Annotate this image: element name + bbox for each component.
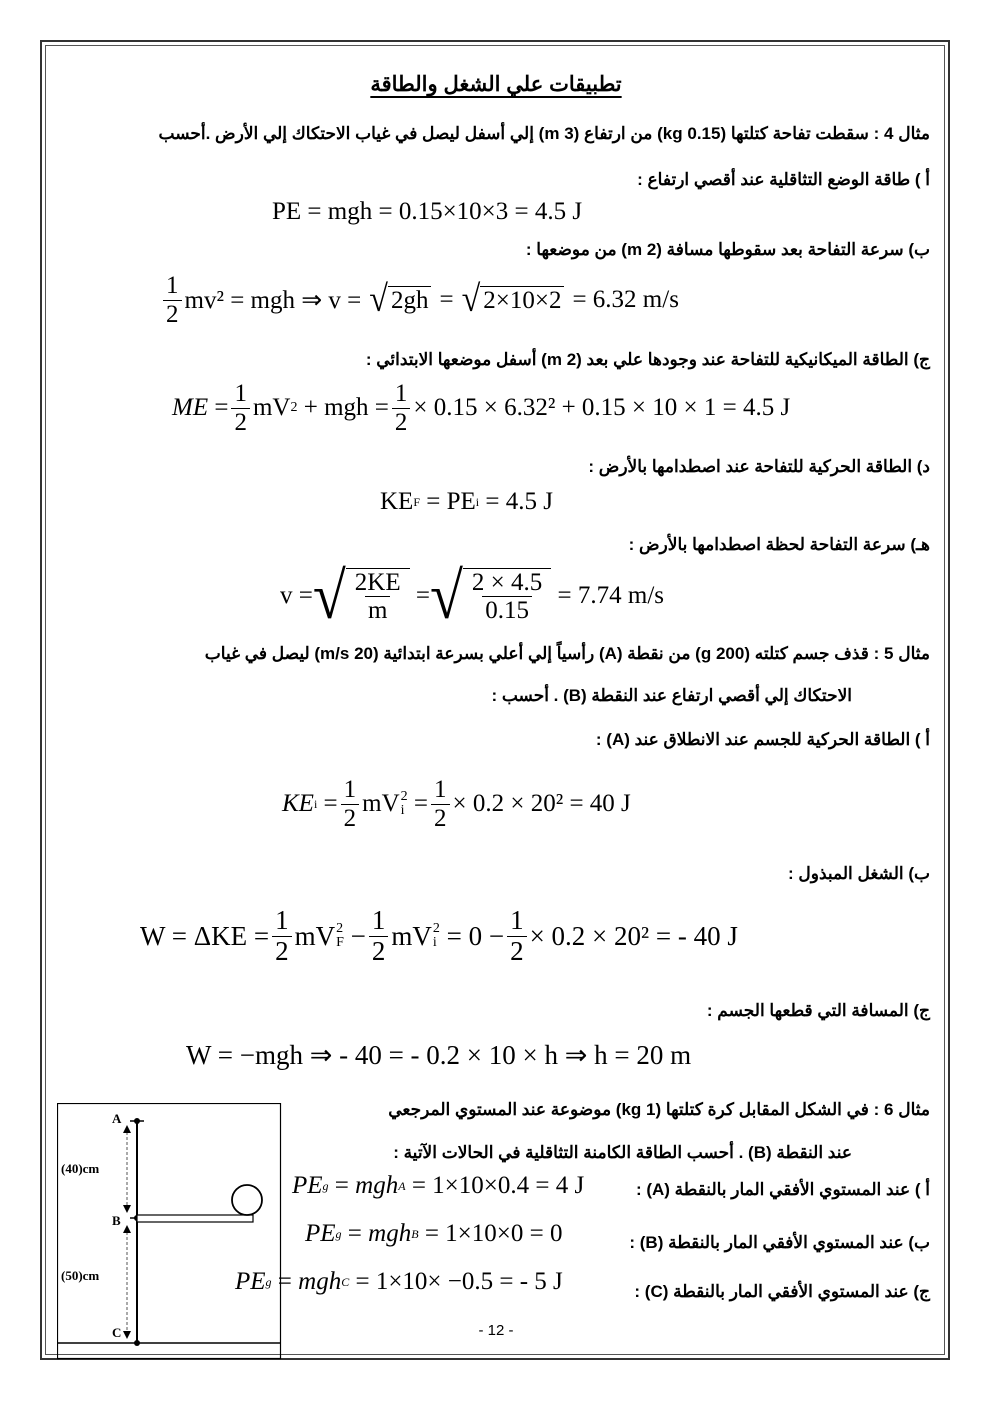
example4-statement: مثال 4 : سقطت تفاحة كتلتها (0.15 kg) من ارتفاع (3 m) إلي أسفل ليصل في غياب الاحتكاك إلي الأرض .أحسب bbox=[158, 124, 930, 143]
example4-c-equation: ME = $\frac{1}{2}$ mV 2 + mgh = $\frac{1}{2}$ × 0.15 × 6.32² + 0.15 × 10 × 1 = 4.5 J bbox=[172, 380, 791, 436]
example6-a-label: أ ) عند المستوي الأفقي المار بالنقطة (A) : bbox=[635, 1180, 930, 1199]
example5-statement-line2: الاحتكاك إلي أقصي ارتفاع عند النقطة (B) . أحسب : bbox=[491, 686, 852, 705]
example5-c-label: ج) المسافة التي قطعها الجسم : bbox=[706, 1001, 930, 1020]
example5-c-equation: W = −mgh ⇒ - 40 = - 0.2 × 10 × h ⇒ h = 20 m bbox=[186, 1040, 692, 1070]
point-c-label: C bbox=[112, 1325, 122, 1340]
example6-statement-line2: عند النقطة (B) . أحسب الطاقة الكامنة التثاقلية في الحالات الآتية : bbox=[393, 1143, 852, 1162]
example4-d-label: د) الطاقة الحركية للتفاحة عند اصطدامها بالأرض : bbox=[588, 457, 930, 476]
dist-bc-arrow-top bbox=[123, 1225, 131, 1233]
point-c-dot bbox=[134, 1340, 140, 1346]
example6-c-equation: PE g = mgh C = 1×10× −0.5 = - 5 J bbox=[235, 1268, 563, 1295]
dist-ab-arrow-bottom bbox=[123, 1205, 131, 1213]
example4-b-label: ب) سرعة التفاحة بعد سقوطها مسافة (2 m) من موضعها : bbox=[525, 240, 930, 259]
example5-b-label: ب) الشغل المبذول : bbox=[788, 864, 930, 883]
example4-d-equation: KE F = PE i = 4.5 J bbox=[380, 488, 553, 515]
example6-b-equation: PE g = mgh B = 1×10×0 = 0 bbox=[305, 1220, 563, 1247]
example5-b-equation: W = ΔKE = $\frac{1}{2}$ mV 2 F − $\frac{1}{2}$ mV 2 i = 0 − $\frac{1}{2}$ × 0.2 × 20² = - 40 J bbox=[140, 905, 738, 966]
example4-c-label: ج) الطاقة الميكانيكية للتفاحة عند وجودها علي بعد (2 m) أسفل موضعها الابتدائي : bbox=[365, 350, 930, 369]
ball bbox=[232, 1185, 262, 1215]
example5-statement-line1: مثال 5 : قذف جسم كتلته (200 g) من نقطة (A) رأسياً إلي أعلي بسرعة ابتدائية (20 m/s) ليصل في غياب bbox=[204, 644, 930, 663]
example6-statement-line1: مثال 6 : في الشكل المقابل كرة كتلتها (1 kg) موضوعة عند المستوي المرجعي bbox=[388, 1100, 930, 1119]
point-a-dot bbox=[134, 1118, 140, 1124]
diagram-frame bbox=[58, 1104, 281, 1359]
page-number: - 12 - bbox=[478, 1322, 514, 1339]
dist-bc-label: (50)cm bbox=[61, 1268, 100, 1283]
point-b-label: B bbox=[112, 1213, 121, 1228]
example6-c-label: ج) عند المستوي الأفقي المار بالنقطة (C) : bbox=[634, 1282, 930, 1301]
example4-a-equation: PE = mgh = 0.15×10×3 = 4.5 J bbox=[272, 198, 583, 225]
point-a-label: A bbox=[112, 1111, 122, 1126]
example4-e-label: هـ) سرعة التفاحة لحظة اصطدامها بالأرض : bbox=[628, 535, 930, 554]
example5-a-label: أ ) الطاقة الحركية للجسم عند الانطلاق عند (A) : bbox=[595, 730, 930, 749]
example4-b-equation: $\frac{1}{2}$ mv² = mgh ⇒ v = √ 2gh = √ 2×10×2 = 6.32 m/s bbox=[160, 272, 679, 328]
example4-e-equation: v = √ $\frac{2KE}{m}$ = √ $\frac{2 \times 4.5}{0.15}$ = 7.74 m/s bbox=[280, 559, 665, 633]
dist-ab-label: (40)cm bbox=[61, 1161, 100, 1176]
page-title: تطبيقات علي الشغل والطاقة bbox=[370, 73, 622, 96]
dist-ab-arrow-top bbox=[123, 1125, 131, 1133]
example4-a-label: أ ) طاقة الوضع التثاقلية عند أقصي ارتفاع : bbox=[637, 170, 930, 189]
shelf bbox=[137, 1215, 253, 1222]
example6-b-label: ب) عند المستوي الأفقي المار بالنقطة (B) : bbox=[629, 1233, 930, 1252]
example5-a-equation: KE i = $\frac{1}{2}$ mV 2 i = $\frac{1}{2}$ × 0.2 × 20² = 40 J bbox=[282, 776, 631, 832]
example6-a-equation: PE g = mgh A = 1×10×0.4 = 4 J bbox=[292, 1172, 585, 1199]
